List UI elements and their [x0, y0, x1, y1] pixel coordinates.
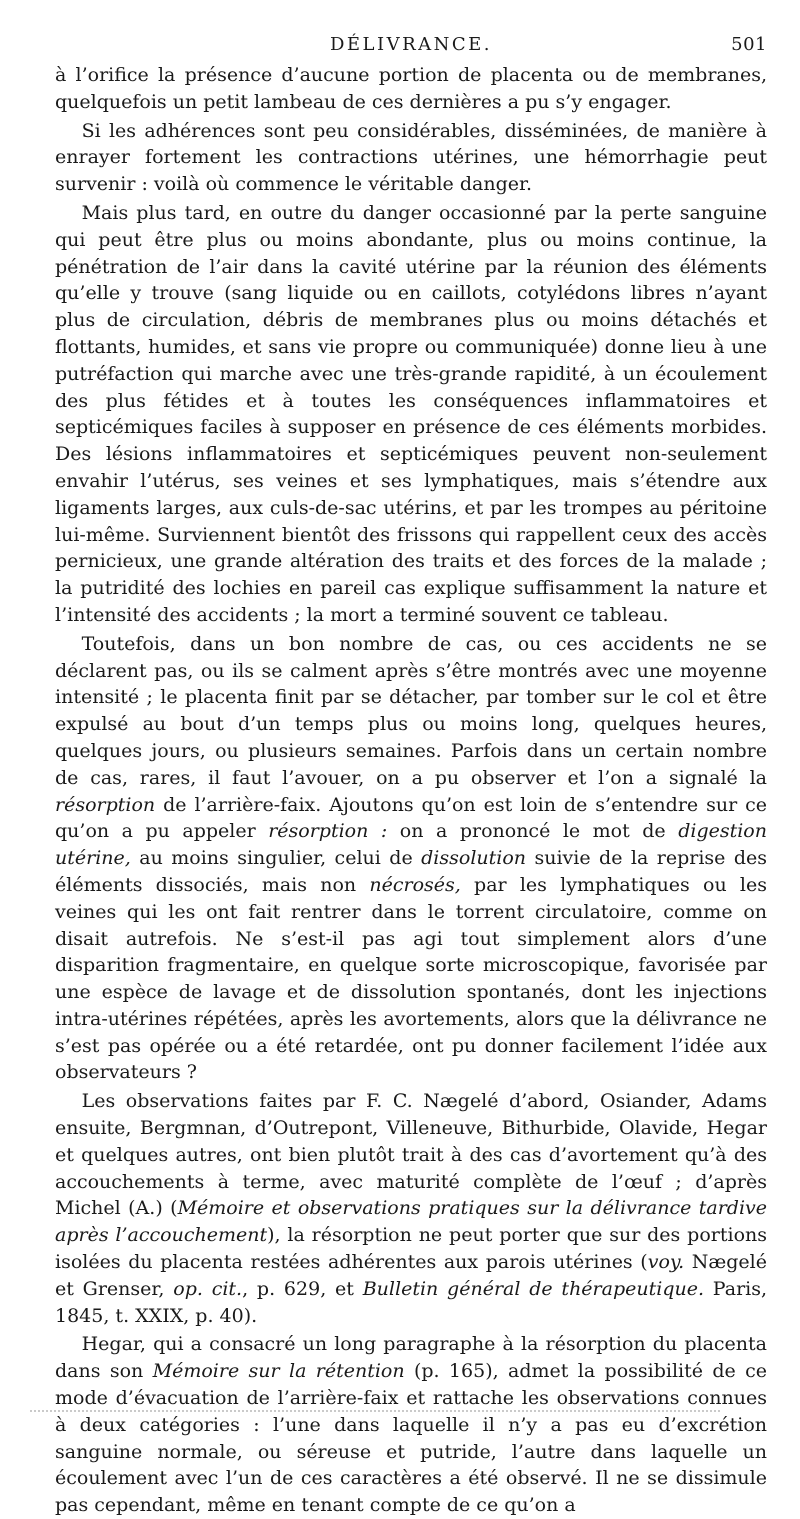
- italic-run: nécrosés,: [369, 873, 461, 896]
- text-run: Mais plus tard, en outre du danger occasionné par la perte sanguine qui peut être plus ou moins abondante, plus ou moins continue, la pénétration de l’air dans la cavité utérine par la réunion des éléments qu’elle y trouve (sang liquide ou en caillots, cotylédons libres n’ayant plus de circulation, débris de membranes plus ou moins détachés et flottants, humides, et sans vie propre ou communiquée) donne lieu à une putréfaction qui marche avec une très-grande rapidité, à un écoulement des plus fétides et à toutes les conséquences inflammatoires et septicémiques faciles à supposer en présence de ces éléments morbides. Des lésions inflammatoires et septicémiques peuvent non-seulement envahir l’utérus, ses veines et ses lymphatiques, mais s’étendre aux ligaments larges, aux culs-de-sac utérins, et par les trompes au péritoine lui-même. Surviennent bientôt des frissons qui rappellent ceux des accès pernicieux, une grande altération des traits et des forces de la malade ; la putridité des lochies en pareil cas explique suffisamment la nature et l’intensité des accidents ; la mort a terminé souvent ce tableau.: [55, 201, 767, 626]
- text-run: (p. 165), admet la possibilité de ce mode d’évacuation de l’arrière-faix et rattache les observations connues à deux catégories : l’une dans laquelle il n’y a pas eu d’excrétion sanguine normale, ou séreuse et putride, l’autre dans laquelle un écoulement avec l’un de ces caractères a été observé. Il ne se dissimule pas cependant, même en tenant compte de ce qu’on a: [55, 1360, 767, 1517]
- italic-run: Mémoire sur la rétention: [152, 1360, 405, 1383]
- text-run: on a prononcé le mot de: [387, 820, 679, 843]
- text-run: Nægelé et Grenser,: [55, 1251, 767, 1300]
- italic-run: voy.: [647, 1251, 685, 1274]
- italic-run: op. cit.: [173, 1277, 243, 1300]
- italic-run: Mémoire et observations pratiques sur la délivrance tardive après l’accouchement: [55, 1197, 767, 1247]
- text-run: au moins singulier, celui de: [130, 847, 422, 870]
- text-run: par les lymphatiques ou les veines qui les ont fait rentrer dans le torrent circulatoire, comme on disait autrefois. Ne s’est-il pas agi tout simplement alors d’une disparition fragmentaire, en quelque sorte microscopique, favorisée par une espèce de lavage et de dissolution spontanés, dont les injections intra-utérines répétées, après les avortements, alors que la délivrance ne s’est pas opérée ou a été retardée, ont pu donner facilement l’idée aux observateurs ?: [55, 873, 767, 1084]
- paragraph: [55, 631, 767, 1087]
- italic-run: résorption :: [268, 820, 388, 843]
- paragraph: [55, 200, 767, 629]
- page-number: 501: [731, 34, 767, 55]
- italic-run: digestion utérine,: [55, 820, 767, 870]
- text-run: Toutefois, dans un bon nombre de cas, ou ces accidents ne se déclarent pas, ou ils se calment après s’être montrés avec une moyenne intensité ; le placenta finit par se détacher, par tomber sur le col et être expulsé au bout d’un temps plus ou moins long, quelques heures, quelques jours, ou plusieurs semaines. Parfois dans un certain nombre de cas, rares, il faut l’avouer, on a pu observer et l’on a signalé la: [55, 632, 767, 789]
- running-head: DÉLIVRANCE.: [329, 34, 493, 55]
- text-run: de l’arrière-faix. Ajoutons qu’on est loin de s’entendre sur ce qu’on a pu appeler: [55, 793, 767, 843]
- italic-run: dissolution: [421, 847, 527, 870]
- italic-run: résorption: [55, 793, 156, 816]
- text-run: ), la résorption ne peut porter que sur des portions isolées du placenta restées adhérentes aux parois utérines (: [55, 1224, 767, 1274]
- text-run: Paris, 1845, t. XXIX, p. 40).: [55, 1277, 768, 1327]
- text-run: Si les adhérences sont peu considérables, disséminées, de manière à enrayer fortement les contractions utérines, une hémorrhagie peut survenir : voilà où commence le véritable danger.: [55, 119, 767, 196]
- page-header: [55, 28, 767, 62]
- paragraph: [55, 1088, 767, 1329]
- body-text: [55, 62, 767, 1519]
- text-run: Hegar, qui a consacré un long paragraphe à la résorption du placenta dans son: [55, 1333, 767, 1383]
- book-page: [55, 28, 767, 1519]
- text-run: à l’orifice la présence d’aucune portion de placenta ou de membranes, quelquefois un petit lambeau de ces dernières a pu s’y engager.: [55, 64, 767, 113]
- italic-run: Bulletin général de thérapeutique.: [362, 1277, 705, 1300]
- paragraph: [55, 62, 767, 116]
- paragraph: [55, 118, 767, 198]
- text-run: Les observations faites par F. C. Nægelé d’abord, Osiander, Adams ensuite, Bergmnan, d’Outrepont, Villeneuve, Bithurbide, Olavide, Hegar et quelques autres, ont bien plutôt trait à des cas d’avortement qu’à des accouchements à terme, avec maturité complète de l’œuf ; d’après Michel (A.) (: [55, 1090, 767, 1220]
- bottom-edge-noise: [30, 1410, 720, 1422]
- text-run: , p. 629, et: [242, 1277, 363, 1300]
- paragraph: [55, 1331, 767, 1519]
- text-run: suivie de la reprise des éléments dissociés, mais non: [55, 847, 767, 896]
